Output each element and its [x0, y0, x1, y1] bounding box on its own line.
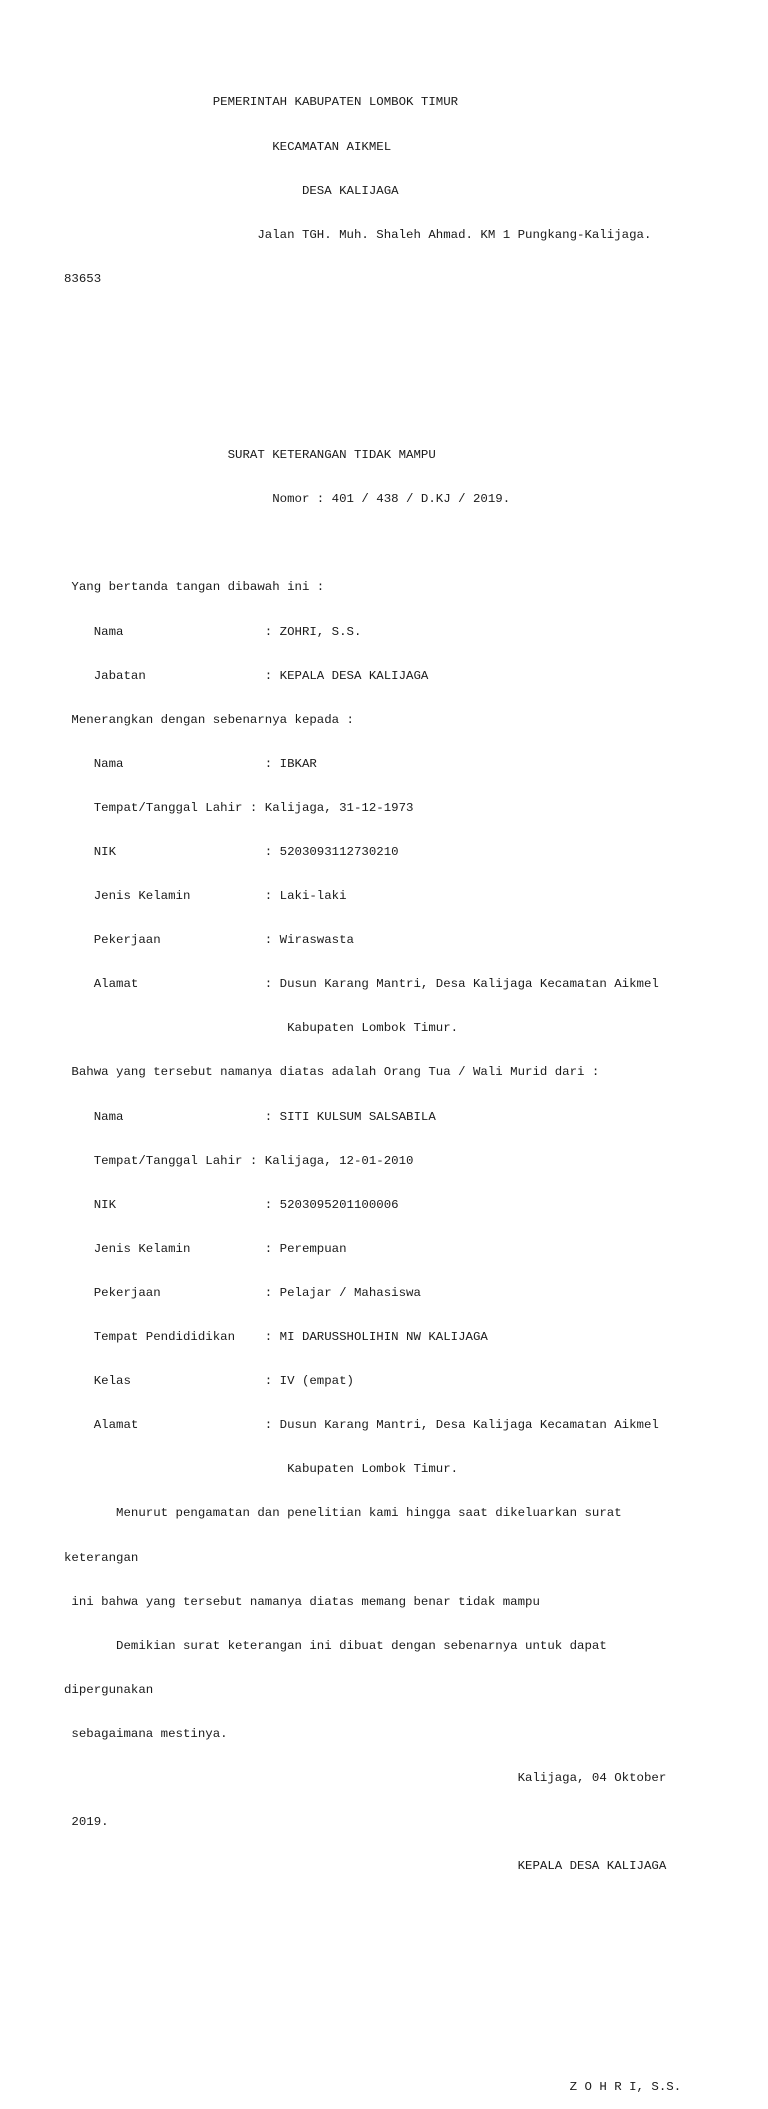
parent-gender-row: Jenis Kelamin : Laki-laki [64, 889, 347, 904]
child-occupation-row: Pekerjaan : Pelajar / Mahasiswa [64, 1285, 421, 1300]
blank-line [64, 404, 681, 419]
letter-title: SURAT KETERANGAN TIDAK MAMPU [64, 448, 436, 463]
child-address-row: Alamat : Dusun Karang Mantri, Desa Kalijaga Kecamatan Aikmel [64, 1418, 659, 1433]
blank-line [64, 1991, 681, 2006]
blank-line [64, 536, 681, 551]
header-government: PEMERINTAH KABUPATEN LOMBOK TIMUR [64, 95, 459, 110]
statement-paragraph-line: keterangan [64, 1550, 139, 1565]
closing-paragraph-line: dipergunakan [64, 1682, 154, 1697]
parent-birth-row: Tempat/Tanggal Lahir : Kalijaga, 31-12-1973 [64, 800, 414, 815]
header-postal-code: 83653 [64, 271, 102, 286]
child-intro: Bahwa yang tersebut namanya diatas adalah Orang Tua / Wali Murid dari : [64, 1065, 600, 1080]
closing-paragraph-line: Demikian surat keterangan ini dibuat dengan sebenarnya untuk dapat [64, 1638, 607, 1653]
parent-address-continued: Kabupaten Lombok Timur. [64, 1021, 459, 1036]
letter-body [64, 66, 681, 2109]
parent-nik-row: NIK : 5203093112730210 [64, 845, 399, 859]
signatory-position-row: Jabatan : KEPALA DESA KALIJAGA [64, 668, 429, 683]
blank-line [64, 316, 681, 331]
child-nik-row: NIK : 5203095201100006 [64, 1197, 399, 1212]
letter-number: Nomor : 401 / 438 / D.KJ / 2019. [64, 492, 511, 507]
parent-occupation-row: Pekerjaan : Wiraswasta [64, 933, 354, 948]
place-date: Kalijaga, 04 Oktober [64, 1770, 667, 1785]
child-gender-row: Jenis Kelamin : Perempuan [64, 1241, 347, 1256]
blank-line [64, 1947, 681, 1962]
blank-line [64, 360, 681, 375]
signatory-intro: Yang bertanda tangan dibawah ini : [64, 580, 325, 595]
parent-intro: Menerangkan dengan sebenarnya kepada : [64, 712, 354, 727]
child-class-row: Kelas : IV (empat) [64, 1374, 354, 1389]
statement-paragraph-line: Menurut pengamatan dan penelitian kami hingga saat dikeluarkan surat [64, 1506, 622, 1521]
parent-address-row: Alamat : Dusun Karang Mantri, Desa Kalijaga Kecamatan Aikmel [64, 977, 659, 992]
child-address-continued: Kabupaten Lombok Timur. [64, 1462, 459, 1477]
place-date-year: 2019. [64, 1815, 109, 1830]
child-birth-row: Tempat/Tanggal Lahir : Kalijaga, 12-01-2010 [64, 1153, 414, 1168]
header-village: DESA KALIJAGA [64, 183, 399, 198]
signature-title: KEPALA DESA KALIJAGA [64, 1859, 667, 1874]
parent-name-row: Nama : IBKAR [64, 756, 317, 771]
child-school-row: Tempat Pendididikan : MI DARUSSHOLIHIN NW KALIJAGA [64, 1330, 488, 1345]
blank-line [64, 2036, 681, 2051]
closing-paragraph-line: sebagaimana mestinya. [64, 1726, 228, 1741]
child-name-row: Nama : SITI KULSUM SALSABILA [64, 1109, 436, 1124]
header-district: KECAMATAN AIKMEL [64, 139, 392, 154]
signatory-name-row: Nama : ZOHRI, S.S. [64, 624, 362, 639]
header-address: Jalan TGH. Muh. Shaleh Ahmad. KM 1 Pungkang-Kalijaga. [64, 227, 652, 242]
signatory-name: Z O H R I, S.S. [64, 2079, 682, 2094]
blank-line [64, 1903, 681, 1918]
statement-paragraph-line: ini bahwa yang tersebut namanya diatas memang benar tidak mampu [64, 1594, 540, 1609]
